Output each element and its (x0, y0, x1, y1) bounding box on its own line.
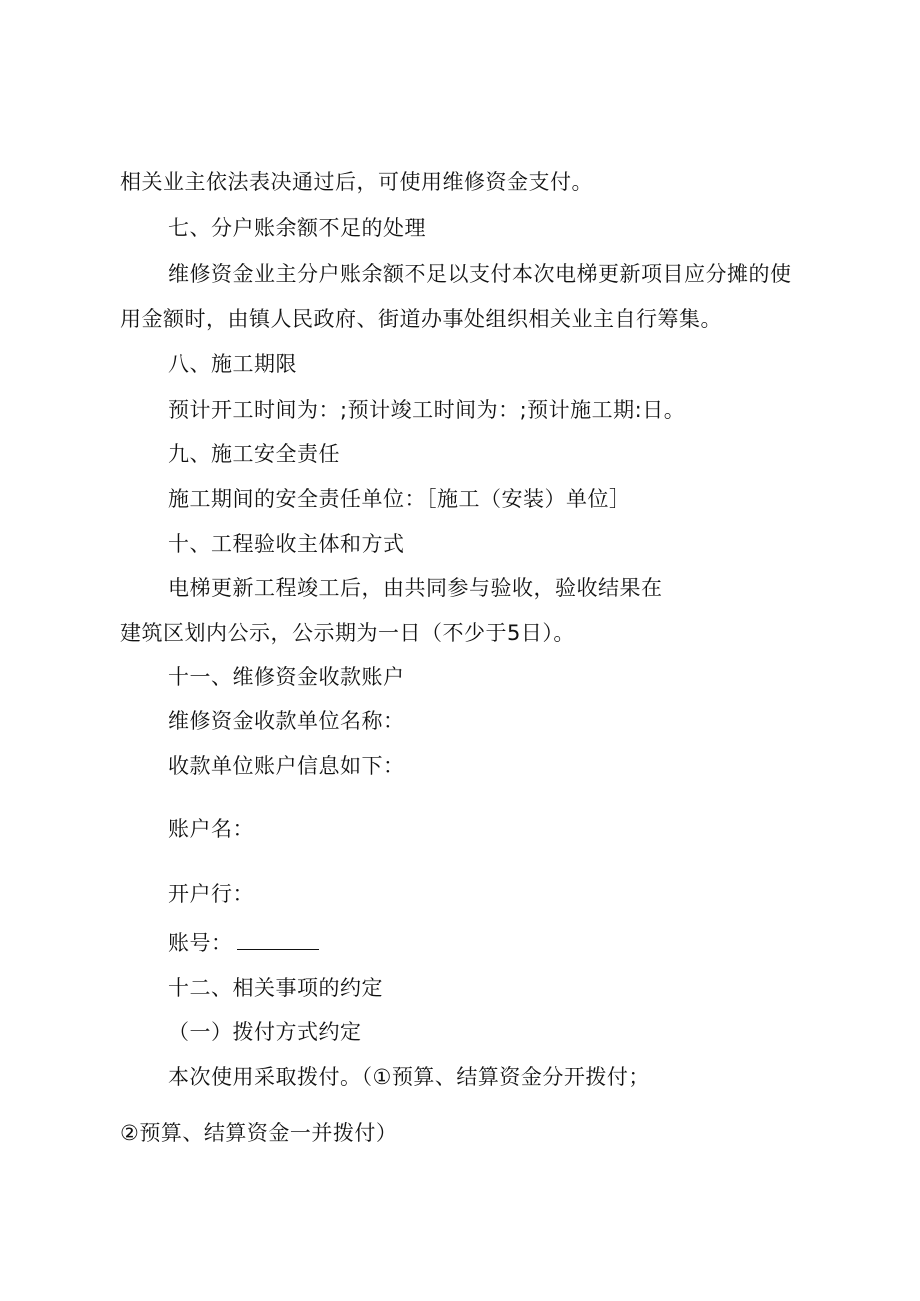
paragraph-line: 预计开工时间为：;预计竣工时间为：;预计施工期:日。 (168, 398, 686, 422)
field-label-account-info: 收款单位账户信息如下： (168, 754, 405, 778)
paragraph-line: 施工期间的安全责任单位：［施工（安装）单位］ (168, 487, 631, 511)
account-number-blank (237, 929, 319, 950)
paragraph-line: 本次使用采取拨付。（①预算、结算资金分开拨付； (168, 1065, 650, 1089)
field-label-account-number: 账号： (168, 931, 233, 955)
field-label-payee-name: 维修资金收款单位名称： (168, 709, 405, 733)
paragraph-line: 维修资金业主分户账余额不足以支付本次电梯更新项目应分摊的使 (168, 262, 792, 286)
section-heading-10: 十、工程验收主体和方式 (168, 532, 405, 556)
field-label-bank: 开户行： (168, 882, 254, 906)
section-heading-11: 十一、维修资金收款账户 (168, 665, 405, 689)
section-heading-8: 八、施工期限 (168, 352, 297, 376)
paragraph-line: 电梯更新工程竣工后，由共同参与验收，验收结果在 (168, 576, 663, 600)
subsection-heading: （一）拨付方式约定 (168, 1020, 362, 1044)
field-label-account-name: 账户名： (168, 817, 254, 841)
paragraph-line: 建筑区划内公示，公示期为一日（不少于5日）。 (120, 621, 575, 645)
section-heading-7: 七、分户账余额不足的处理 (168, 216, 426, 240)
account-number-row (168, 929, 319, 957)
paragraph-line: 相关业主依法表决通过后，可使用维修资金支付。 (120, 170, 593, 194)
section-heading-9: 九、施工安全责任 (168, 442, 340, 466)
section-heading-12: 十二、相关事项的约定 (168, 976, 383, 1000)
paragraph-line: ②预算、结算资金一并拨付） (120, 1121, 398, 1145)
paragraph-line: 用金额时，由镇人民政府、街道办事处组织相关业主自行筹集。 (120, 307, 722, 331)
